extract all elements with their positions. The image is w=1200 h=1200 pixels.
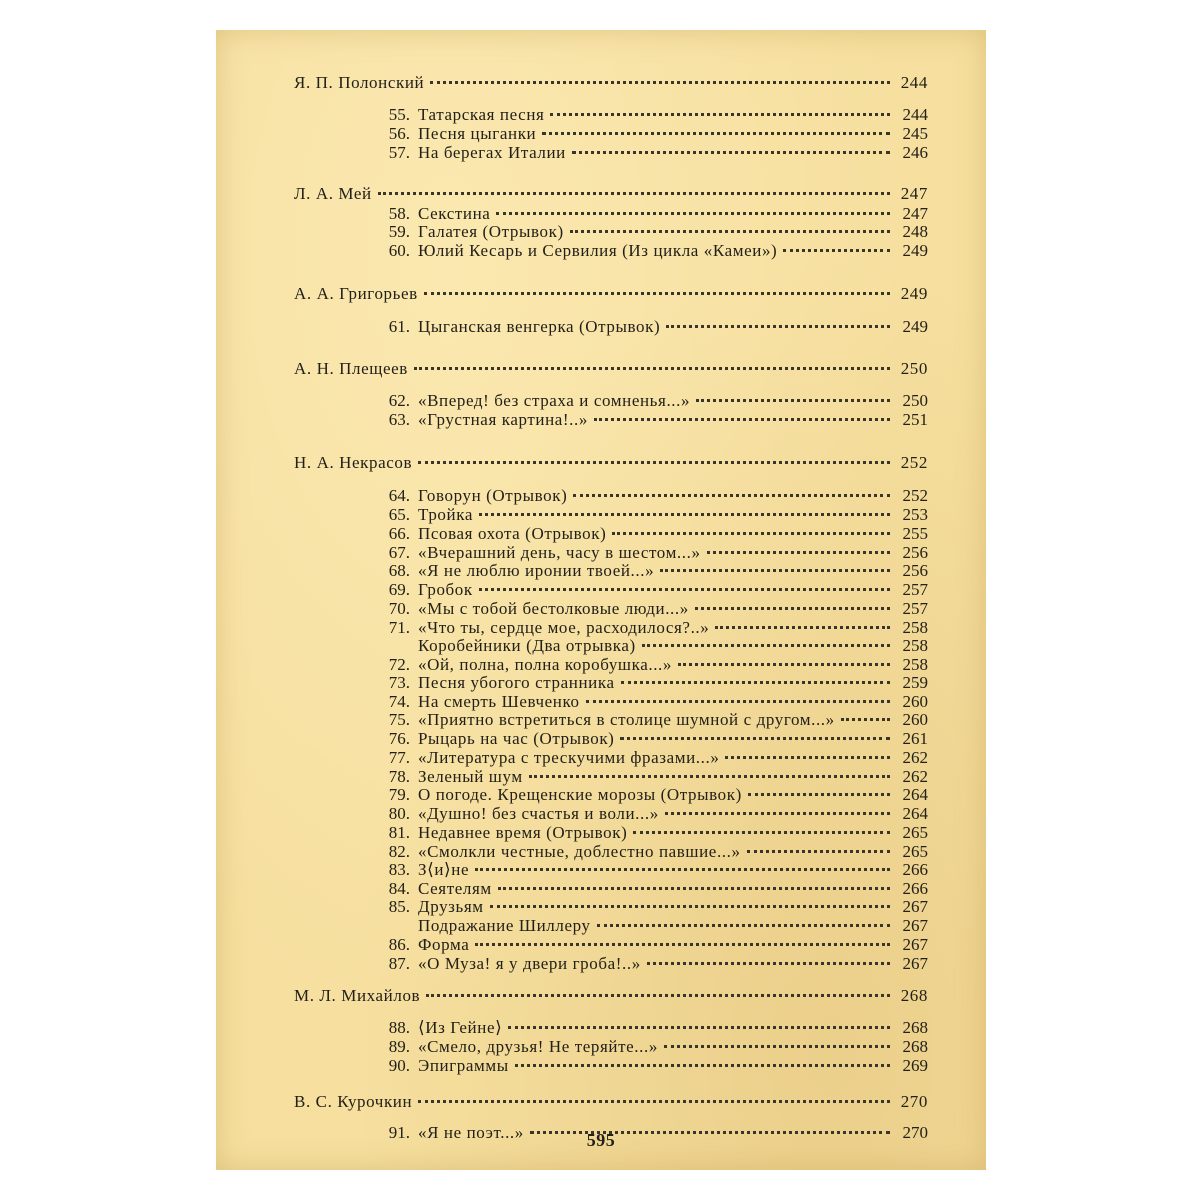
entry-number: 85.: [388, 897, 410, 916]
author-name: А. А. Григорьев: [294, 284, 418, 303]
dot-leader: [725, 756, 890, 759]
page-ref: 252: [902, 486, 928, 505]
page-ref: 264: [902, 785, 928, 804]
entry-title: ⟨Из Гейне⟩: [418, 1018, 503, 1037]
dot-leader: [647, 962, 890, 965]
dot-leader: [665, 812, 890, 815]
entry-title: Гробок: [418, 580, 473, 599]
page-ref: 267: [902, 935, 928, 954]
page-ref: 247: [902, 204, 928, 223]
page-ref: 255: [902, 524, 928, 543]
entry-number: 80.: [388, 804, 410, 823]
dot-leader: [508, 1026, 890, 1029]
entry-number: 90.: [388, 1056, 410, 1075]
entry-number: 70.: [388, 599, 410, 618]
toc-entry: [366, 240, 928, 262]
entry-title: Зеленый шум: [418, 767, 523, 786]
toc-entry: [366, 142, 928, 164]
entry-number: 87.: [388, 954, 410, 973]
page-ref: 260: [902, 692, 928, 711]
toc-author-line: [294, 452, 928, 474]
page-ref: 262: [902, 767, 928, 786]
dot-leader: [621, 681, 890, 684]
entry-number: 61.: [388, 317, 410, 336]
entry-number: 91.: [388, 1123, 410, 1142]
dot-leader: [597, 924, 890, 927]
page-ref: 249: [900, 284, 928, 303]
page-ref: 249: [902, 241, 928, 260]
dot-leader: [570, 230, 890, 233]
dot-leader: [660, 569, 890, 572]
page-ref: 256: [902, 543, 928, 562]
toc-author-line: [294, 1091, 928, 1113]
entry-number: 86.: [388, 935, 410, 954]
entry-number: 73.: [388, 673, 410, 692]
entry-number: 64.: [388, 486, 410, 505]
dot-leader: [426, 994, 890, 997]
entry-title: «Я не люблю иронии твоей...»: [418, 561, 655, 580]
entry-number: 55.: [388, 105, 410, 124]
dot-leader: [418, 1100, 890, 1103]
page-ref: 250: [902, 391, 928, 410]
entry-number: 63.: [388, 410, 410, 429]
entry-title: З⟨и⟩не: [418, 860, 470, 879]
page-ref: 266: [902, 860, 928, 879]
entry-number: 71.: [388, 618, 410, 637]
page-ref: 267: [902, 916, 928, 935]
dot-leader: [715, 626, 890, 629]
entry-title: «Приятно встретиться в столице шумной с другом...»: [418, 710, 835, 729]
entry-title: Сеятелям: [418, 879, 492, 898]
entry-title: Песня цыганки: [418, 124, 537, 143]
entry-title: Цыганская венгерка (Отрывок): [418, 317, 661, 336]
page-ref: 256: [902, 561, 928, 580]
dot-leader: [666, 325, 890, 328]
entry-title: «Я не поэт...»: [418, 1123, 524, 1142]
page-ref: 249: [902, 317, 928, 336]
dot-leader: [418, 461, 890, 464]
entry-title: «О Муза! я у двери гроба!..»: [418, 954, 641, 973]
entry-number: 66.: [388, 524, 410, 543]
page-ref: 246: [902, 143, 928, 162]
page-ref: 268: [902, 1037, 928, 1056]
author-name: М. Л. Михайлов: [294, 986, 421, 1005]
entry-title: «Смолкли честные, доблестно павшие...»: [418, 842, 741, 861]
entry-number: 76.: [388, 729, 410, 748]
toc-entry: [366, 1055, 928, 1077]
entry-title: На смерть Шевченко: [418, 692, 580, 711]
page-ref: 245: [902, 124, 928, 143]
entry-title: Галатея (Отрывок): [418, 222, 564, 241]
page-ref: 253: [902, 505, 928, 524]
entry-number: 81.: [388, 823, 410, 842]
entry-title: Друзьям: [418, 897, 484, 916]
entry-number: 83.: [388, 860, 410, 879]
dot-leader: [550, 113, 890, 116]
entry-number: 88.: [388, 1018, 410, 1037]
entry-number: 84.: [388, 879, 410, 898]
dot-leader: [498, 887, 890, 890]
toc-entry: [366, 953, 928, 975]
entry-title: «Смело, друзья! Не теряйте...»: [418, 1037, 658, 1056]
page-ref: 244: [900, 73, 928, 92]
entry-number: 74.: [388, 692, 410, 711]
page-ref: 268: [900, 986, 928, 1005]
page-ref: 269: [902, 1056, 928, 1075]
dot-leader: [414, 367, 890, 370]
page-ref: 247: [900, 184, 928, 203]
author-name: Л. А. Мей: [294, 184, 372, 203]
dot-leader: [490, 905, 890, 908]
dot-leader: [479, 513, 890, 516]
entry-title: Юлий Кесарь и Сервилия (Из цикла «Камеи»): [418, 241, 778, 260]
dot-leader: [642, 644, 890, 647]
entry-title: «Что ты, сердце мое, расходилося?..»: [418, 618, 710, 637]
dot-leader: [542, 132, 890, 135]
entry-number: 75.: [388, 710, 410, 729]
entry-number: 60.: [388, 241, 410, 260]
page-ref: 252: [900, 453, 928, 472]
toc-author-line: [294, 358, 928, 380]
entry-title: Подражание Шиллеру: [418, 916, 591, 935]
author-name: Я. П. Полонский: [294, 73, 425, 92]
entry-title: Тройка: [418, 505, 473, 524]
entry-number: 56.: [388, 124, 410, 143]
dot-leader: [747, 850, 890, 853]
page-ref: 267: [902, 954, 928, 973]
dot-leader: [475, 868, 890, 871]
page-ref: 261: [902, 729, 928, 748]
dot-leader: [620, 737, 890, 740]
page-ref: 258: [902, 636, 928, 655]
page-ref: 251: [902, 410, 928, 429]
page-ref: 259: [902, 673, 928, 692]
dot-leader: [783, 249, 890, 252]
entry-title: Татарская песня: [418, 105, 545, 124]
entry-number: 82.: [388, 842, 410, 861]
entry-title: «Мы с тобой бестолковые люди...»: [418, 599, 689, 618]
entry-title: «Литература с трескучими фразами...»: [418, 748, 720, 767]
dot-leader: [633, 831, 890, 834]
dot-leader: [496, 212, 890, 215]
entry-title: На берегах Италии: [418, 143, 566, 162]
entry-number: 69.: [388, 580, 410, 599]
page-ref: 260: [902, 710, 928, 729]
page-ref: 262: [902, 748, 928, 767]
entry-title: О погоде. Крещенские морозы (Отрывок): [418, 785, 742, 804]
entry-title: Коробейники (Два отрывка): [418, 636, 636, 655]
dot-leader: [748, 793, 890, 796]
entry-number: 68.: [388, 561, 410, 580]
page-ref: 267: [902, 897, 928, 916]
page-ref: 258: [902, 655, 928, 674]
dot-leader: [572, 151, 890, 154]
dot-leader: [612, 532, 890, 535]
entry-number: 62.: [388, 391, 410, 410]
entry-title: Говорун (Отрывок): [418, 486, 568, 505]
page-ref: 266: [902, 879, 928, 898]
entry-number: 89.: [388, 1037, 410, 1056]
entry-number: 77.: [388, 748, 410, 767]
toc-author-line: [294, 72, 928, 94]
dot-leader: [515, 1064, 890, 1067]
entry-title: «Ой, полна, полна коробушка...»: [418, 655, 673, 674]
page-ref: 250: [900, 359, 928, 378]
toc-entry: [366, 409, 928, 431]
author-name: Н. А. Некрасов: [294, 453, 413, 472]
entry-title: Секстина: [418, 204, 491, 223]
dot-leader: [586, 700, 890, 703]
entry-number: 65.: [388, 505, 410, 524]
dot-leader: [707, 551, 890, 554]
entry-title: «Грустная картина!..»: [418, 410, 588, 429]
page-ref: 268: [902, 1018, 928, 1037]
entry-number: 72.: [388, 655, 410, 674]
page-ref: 257: [902, 580, 928, 599]
entry-title: «Душно! без счастья и воли...»: [418, 804, 659, 823]
dot-leader: [841, 718, 890, 721]
entry-title: Рыцарь на час (Отрывок): [418, 729, 615, 748]
entry-number: 58.: [388, 204, 410, 223]
page-number: 595: [586, 1130, 616, 1150]
dot-leader: [424, 292, 890, 295]
page-ref: 265: [902, 842, 928, 861]
page-ref: 264: [902, 804, 928, 823]
toc-entry: [366, 316, 928, 338]
dot-leader: [475, 943, 890, 946]
entry-title: Недавнее время (Отрывок): [418, 823, 628, 842]
page-ref: 257: [902, 599, 928, 618]
dot-leader: [594, 418, 890, 421]
page-ref: 248: [902, 222, 928, 241]
page-ref: 270: [900, 1092, 928, 1111]
entry-title: Форма: [418, 935, 470, 954]
page-ref: 258: [902, 618, 928, 637]
entry-title: Эпиграммы: [418, 1056, 509, 1075]
entry-number: 79.: [388, 785, 410, 804]
dot-leader: [378, 192, 890, 195]
dot-leader: [479, 588, 890, 591]
author-name: В. С. Курочкин: [294, 1092, 413, 1111]
toc-author-line: [294, 283, 928, 305]
entry-number: 57.: [388, 143, 410, 162]
author-name: А. Н. Плещеев: [294, 359, 408, 378]
toc-author-line: [294, 985, 928, 1007]
page-ref: 244: [902, 105, 928, 124]
entry-number: 78.: [388, 767, 410, 786]
entry-title: «Вперед! без страха и сомненья...»: [418, 391, 691, 410]
dot-leader: [430, 81, 890, 84]
dot-leader: [696, 399, 890, 402]
dot-leader: [573, 494, 890, 497]
dot-leader: [678, 663, 890, 666]
entry-number: 59.: [388, 222, 410, 241]
dot-leader: [664, 1045, 890, 1048]
entry-title: «Вчерашний день, часу в шестом...»: [418, 543, 701, 562]
dot-leader: [529, 775, 890, 778]
entry-title: Псовая охота (Отрывок): [418, 524, 607, 543]
toc-author-line: [294, 183, 928, 205]
page-ref: 270: [902, 1123, 928, 1142]
book-page: [216, 30, 986, 1170]
entry-title: Песня убогого странника: [418, 673, 615, 692]
dot-leader: [695, 607, 890, 610]
page-ref: 265: [902, 823, 928, 842]
entry-number: 67.: [388, 543, 410, 562]
